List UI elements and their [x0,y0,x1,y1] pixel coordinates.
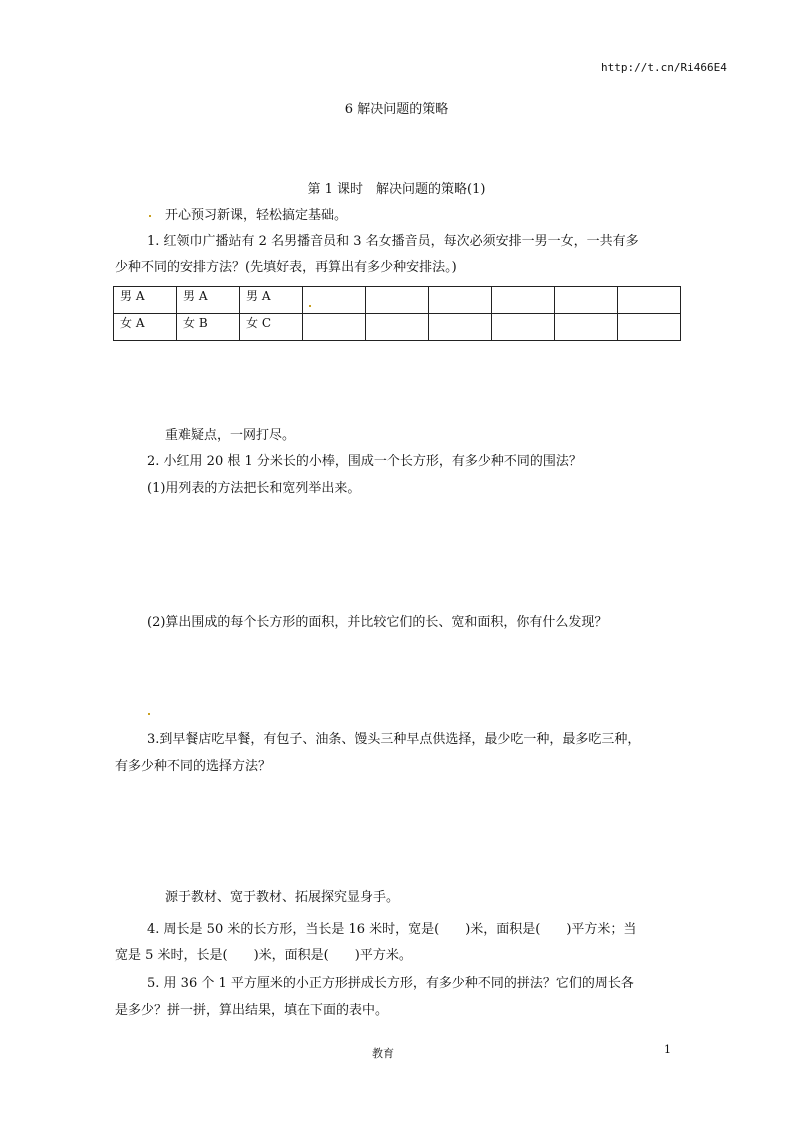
question-5-line-2: 是多少？拼一拼，算出结果，填在下面的表中。 [115,1003,389,1018]
table-cell [429,287,492,314]
scan-dot [309,305,311,307]
table-cell [492,287,555,314]
question-3-line-1: 3.到早餐店吃早餐，有包子、油条、馒头三种早点供选择，最少吃一种，最多吃三种， [147,732,641,747]
question-4-line-1: 4. 周长是 50 米的长方形，当长是 16 米时，宽是( )米，面积是( )平方米；当 [147,922,637,937]
table-cell: 女 C [240,314,303,341]
table-cell [303,314,366,341]
question-2-part-1: (1)用列表的方法把长和宽列举出来。 [147,481,361,496]
pairing-table [113,286,681,341]
table-cell [618,314,681,341]
page-title: 6 解决问题的策略 [344,102,449,117]
table-row [114,314,681,341]
table-cell: 男 A [114,287,177,314]
question-1-line-2: 少种不同的安排方法？(先填好表，再算出有多少种安排法。) [115,260,457,275]
table-row [114,287,681,314]
table-cell [492,314,555,341]
scan-dot [149,215,151,217]
section-extend: 源于教材、宽于教材、拓展探究显身手。 [165,890,400,905]
page-number: 1 [664,1043,671,1056]
question-3-line-2: 有多少种不同的选择方法？ [115,759,272,774]
table-cell: 男 A [240,287,303,314]
scan-dot [148,713,150,715]
question-4-line-2: 宽是 5 米时，长是( )米，面积是( )平方米。 [115,948,412,963]
question-2-part-2: (2)算出围成的每个长方形的面积，并比较它们的长、宽和面积，你有什么发现？ [147,615,608,630]
table-cell [366,287,429,314]
section-difficult: 重难疑点，一网打尽。 [165,428,296,443]
question-1-line-1: 1. 红领巾广播站有 2 名男播音员和 3 名女播音员，每次必须安排一男一女，一共有多 [147,234,639,249]
table-cell [555,314,618,341]
lesson-subtitle: 第 1 课时 解决问题的策略(1) [307,182,486,197]
table-cell [555,287,618,314]
table-cell [618,287,681,314]
table-cell: 女 B [177,314,240,341]
table-cell [429,314,492,341]
question-2: 2. 小红用 20 根 1 分米长的小棒，围成一个长方形，有多少种不同的围法？ [147,454,582,469]
table-cell [366,314,429,341]
table-cell: 男 A [177,287,240,314]
question-5-line-1: 5. 用 36 个 1 平方厘米的小正方形拼成长方形，有多少种不同的拼法？它们的周长各 [147,976,634,991]
table-cell: 女 A [114,314,177,341]
section-preview: 开心预习新课，轻松搞定基础。 [165,208,348,223]
header-url: http://t.cn/Ri466E4 [601,61,727,74]
table-cell [303,287,366,314]
footer-label: 教育 [372,1047,394,1060]
